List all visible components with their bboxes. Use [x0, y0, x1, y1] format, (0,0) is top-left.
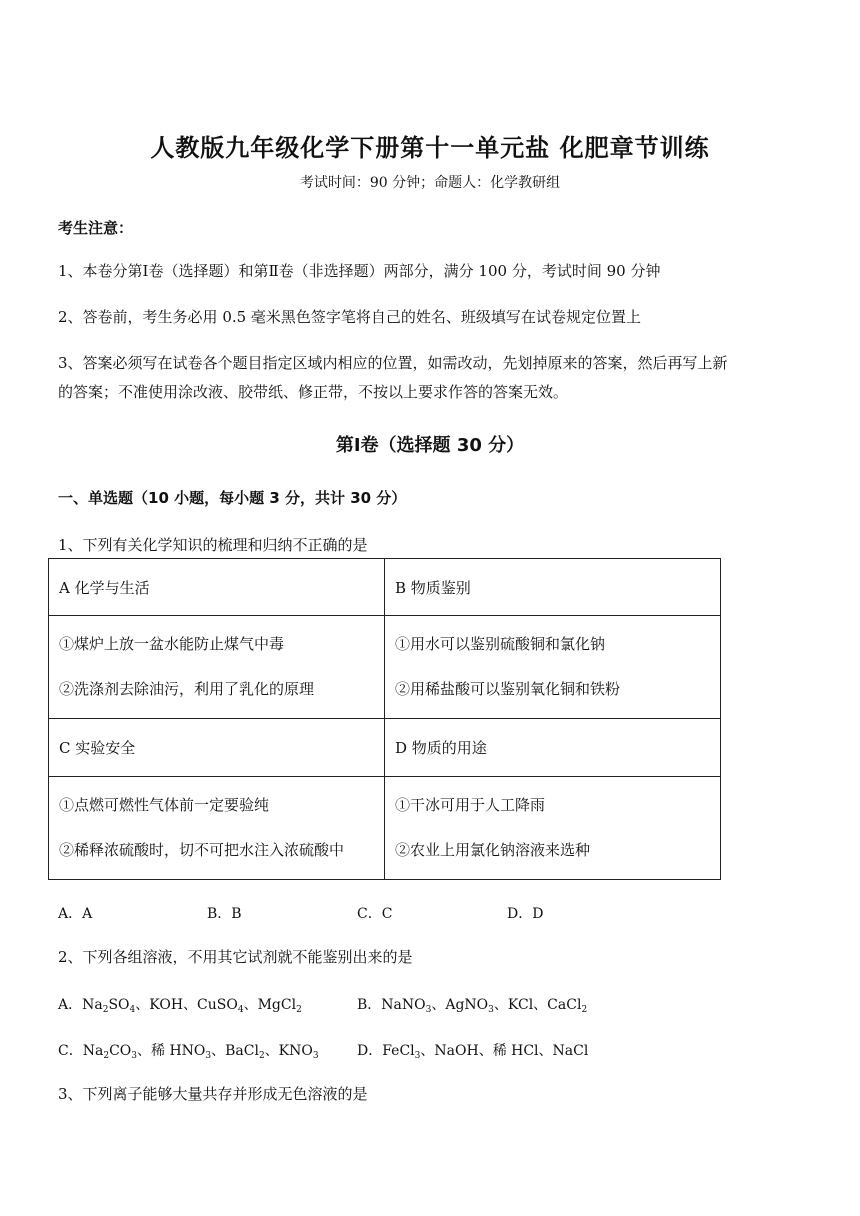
question-1-stem: 1、下列有关化学知识的梳理和归纳不正确的是	[58, 536, 368, 554]
table-cell-b-body	[385, 616, 721, 719]
notice-item-3-line-2: 的答案；不准使用涂改液、胶带纸、修正带，不按以上要求作答的答案无效。	[58, 383, 569, 401]
notice-item-1: 1、本卷分第Ⅰ卷（选择题）和第Ⅱ卷（非选择题）两部分，满分 100 分，考试时间 90 分钟	[58, 262, 661, 280]
table-cell-a-body	[49, 616, 385, 719]
table-cell-a-line-1: ①煤炉上放一盆水能防止煤气中毒	[59, 635, 285, 654]
q1-option-b[interactable]: B．B	[207, 906, 242, 922]
q1-option-a[interactable]: A．A	[58, 906, 93, 922]
q2-option-b[interactable]: B．NaNO$_3$、AgNO$_3$、KCl、CaCl$_2$	[357, 997, 588, 1015]
table-cell-c-body	[49, 776, 385, 879]
table-cell-d-body	[385, 776, 721, 879]
notice-item-2: 2、答卷前，考生务必用 0.5 毫米黑色签字笔将自己的姓名、班级填写在试卷规定位置上	[58, 308, 641, 326]
question-2-stem: 2、下列各组溶液，不用其它试剂就不能鉴别出来的是	[58, 948, 413, 966]
page-title: 人教版九年级化学下册第十一单元盐 化肥章节训练	[150, 134, 710, 162]
q1-option-d[interactable]: D．D	[507, 906, 544, 922]
table-cell-b-head: B 物质鉴别	[385, 559, 721, 616]
table-cell-a-head: A 化学与生活	[49, 559, 385, 616]
q1-option-c[interactable]: C．C	[357, 906, 393, 922]
section-title: 第Ⅰ卷（选择题 30 分）	[335, 435, 525, 456]
q2-option-c[interactable]: C．$Na_2CO_3$、稀 $HNO_3$、BaCl$_2$、$KNO_3$	[58, 1043, 319, 1061]
table-cell-c-line-1: ①点燃可燃性气体前一定要验纯	[59, 795, 270, 814]
table-cell-c-head: C 实验安全	[49, 719, 385, 776]
exam-info: 考试时间：90 分钟；命题人：化学教研组	[299, 175, 561, 191]
table-cell-b-line-2: ②用稀盐酸可以鉴别氧化铜和铁粉	[395, 680, 621, 699]
q2-option-a[interactable]: A．$Na_2SO_4$、KOH、CuSO$_4$、MgCl$_2$	[58, 997, 302, 1015]
table-cell-d-line-1: ①干冰可用于人工降雨	[395, 795, 546, 814]
question-3-stem: 3、下列离子能够大量共存并形成无色溶液的是	[58, 1085, 368, 1103]
table-cell-d-line-2: ②农业上用氯化钠溶液来选种	[395, 840, 591, 859]
q2-option-d[interactable]: D．FeCl$_3$、NaOH、稀 HCl、NaCl	[357, 1043, 589, 1061]
notice-item-3-line-1: 3、答案必须写在试卷各个题目指定区域内相应的位置，如需改动，先划掉原来的答案，然后再写上新	[58, 354, 728, 372]
notice-heading: 考生注意：	[58, 219, 134, 237]
table-cell-a-line-2: ②洗涤剂去除油污，利用了乳化的原理	[59, 680, 315, 699]
question-1-table	[48, 558, 721, 880]
table-cell-b-line-1: ①用水可以鉴别硫酸铜和氯化钠	[395, 635, 606, 654]
part-heading: 一、单选题（10 小题，每小题 3 分，共计 30 分）	[58, 489, 407, 507]
table-cell-d-head: D 物质的用途	[385, 719, 721, 776]
table-cell-c-line-2: ②稀释浓硫酸时，切不可把水注入浓硫酸中	[59, 840, 345, 859]
